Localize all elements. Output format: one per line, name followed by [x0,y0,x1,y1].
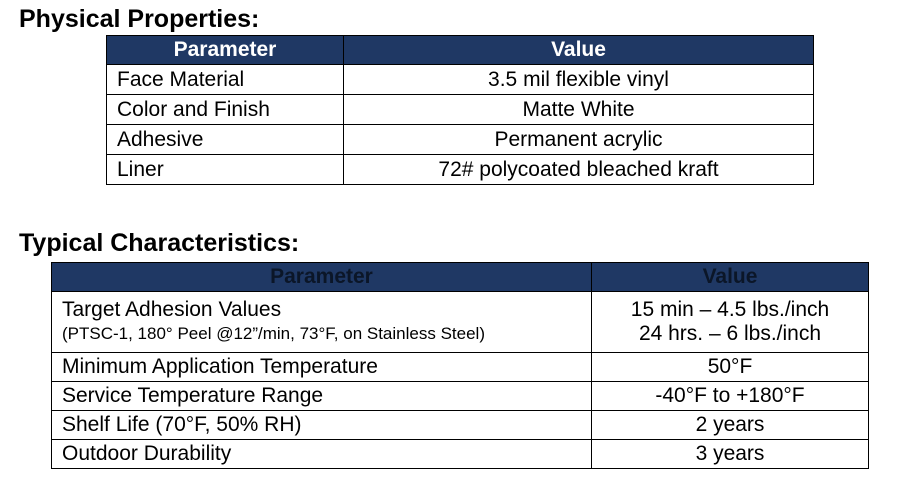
physical-properties-title: Physical Properties: [19,5,260,33]
column-header-value: Value [344,36,814,65]
table-row [107,65,814,95]
parameter-cell: Liner [107,155,344,185]
value-cell: -40°F to +180°F [592,382,869,411]
parameter-cell: Service Temperature Range [52,382,592,411]
table-row [52,411,869,440]
parameter-cell: Adhesive [107,125,344,155]
physical-properties-table [106,35,814,185]
value-cell: Permanent acrylic [344,125,814,155]
adhesion-test-note: (PTSC-1, 180° Peel @12”/min, 73°F, on Stainless Steel) [62,324,485,343]
table-row [107,155,814,185]
table-header-row [52,263,869,292]
adhesion-value-15min: 15 min – 4.5 lbs./inch [630,298,830,321]
value-cell: 3.5 mil flexible vinyl [344,65,814,95]
value-cell: 72# polycoated bleached kraft [344,155,814,185]
adhesion-value-24hrs: 24 hrs. – 6 lbs./inch [638,322,822,345]
column-header-parameter: Parameter [52,263,592,292]
adhesion-parameter-label: Target Adhesion Values [62,298,282,321]
parameter-cell: Face Material [107,65,344,95]
value-cell: Matte White [344,95,814,125]
parameter-cell: Shelf Life (70°F, 50% RH) [52,411,592,440]
value-cell: 3 years [592,440,869,469]
parameter-cell: Outdoor Durability [52,440,592,469]
parameter-cell [52,292,592,353]
value-cell: 50°F [592,353,869,382]
parameter-cell: Color and Finish [107,95,344,125]
table-header-row [107,36,814,65]
typical-characteristics-table [51,262,869,469]
table-row [52,353,869,382]
table-row [52,382,869,411]
table-row [107,125,814,155]
table-row [107,95,814,125]
value-cell: 2 years [592,411,869,440]
column-header-value: Value [592,263,869,292]
typical-characteristics-title: Typical Characteristics: [19,229,300,257]
column-header-parameter: Parameter [107,36,344,65]
table-row [52,292,869,353]
table-row [52,440,869,469]
parameter-cell: Minimum Application Temperature [52,353,592,382]
value-cell [592,292,869,353]
